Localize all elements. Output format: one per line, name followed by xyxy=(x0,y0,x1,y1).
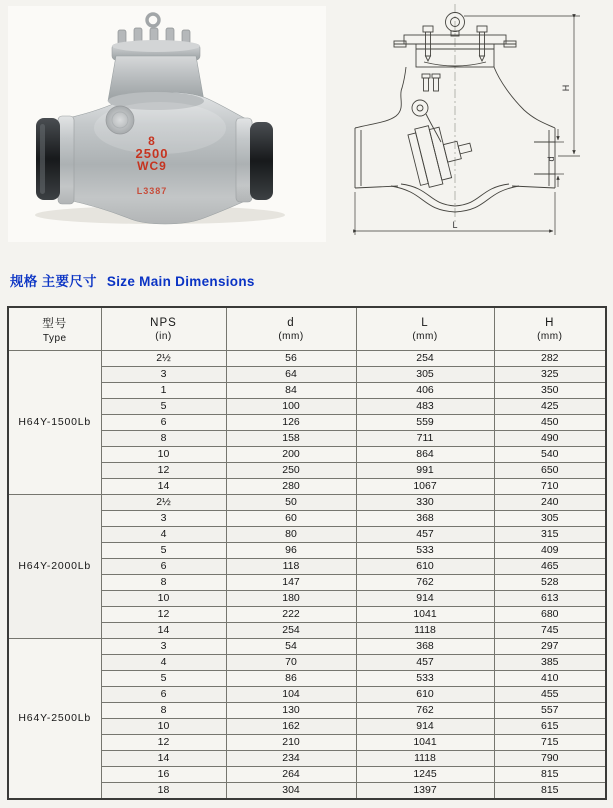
table-body xyxy=(8,351,606,800)
cell-nps: 16 xyxy=(101,767,226,783)
valve-photo xyxy=(8,6,326,242)
cell-d: 180 xyxy=(226,591,356,607)
table-row xyxy=(8,639,606,655)
cell-d: 70 xyxy=(226,655,356,671)
cell-nps: 6 xyxy=(101,559,226,575)
cell-d: 100 xyxy=(226,399,356,415)
cell-d: 147 xyxy=(226,575,356,591)
cell-d: 280 xyxy=(226,479,356,495)
cell-nps: 5 xyxy=(101,671,226,687)
valve-outline xyxy=(355,4,555,224)
cell-nps: 18 xyxy=(101,783,226,800)
cell-nps: 10 xyxy=(101,447,226,463)
column-header: d (mm) xyxy=(226,307,356,351)
cell-h: 528 xyxy=(494,575,606,591)
cell-l: 711 xyxy=(356,431,494,447)
cell-nps: 8 xyxy=(101,431,226,447)
cell-d: 222 xyxy=(226,607,356,623)
valve-drawing xyxy=(336,2,610,242)
table-row xyxy=(8,495,606,511)
cell-d: 158 xyxy=(226,431,356,447)
cell-h: 282 xyxy=(494,351,606,367)
cell-nps: 8 xyxy=(101,575,226,591)
cell-l: 762 xyxy=(356,703,494,719)
cell-d: 210 xyxy=(226,735,356,751)
cell-nps: 5 xyxy=(101,543,226,559)
cell-l: 1118 xyxy=(356,751,494,767)
cell-h: 613 xyxy=(494,591,606,607)
cell-l: 559 xyxy=(356,415,494,431)
stencil-serial: L3387 xyxy=(136,186,168,196)
cell-h: 745 xyxy=(494,623,606,639)
cell-nps: 3 xyxy=(101,639,226,655)
cell-h: 425 xyxy=(494,399,606,415)
column-header: L (mm) xyxy=(356,307,494,351)
section-heading-en: Size Main Dimensions xyxy=(106,274,255,289)
cell-nps: 12 xyxy=(101,607,226,623)
cell-h: 409 xyxy=(494,543,606,559)
cell-d: 250 xyxy=(226,463,356,479)
cell-nps: 6 xyxy=(101,415,226,431)
cell-l: 1041 xyxy=(356,607,494,623)
valve-drawing-graphic xyxy=(336,2,610,242)
cell-d: 50 xyxy=(226,495,356,511)
stencil-class: 2500 xyxy=(135,146,169,162)
section-heading-zh: 规格 主要尺寸 xyxy=(10,274,97,289)
dim-label-h: H xyxy=(561,84,571,92)
right-collar xyxy=(236,118,252,202)
cell-nps: 10 xyxy=(101,591,226,607)
cell-nps: 2½ xyxy=(101,351,226,367)
cell-l: 864 xyxy=(356,447,494,463)
cell-d: 254 xyxy=(226,623,356,639)
dimensions-table xyxy=(7,306,607,800)
cell-h: 350 xyxy=(494,383,606,399)
column-header: 型号 Type xyxy=(8,307,101,351)
cell-nps: 14 xyxy=(101,479,226,495)
cell-nps: 4 xyxy=(101,655,226,671)
cell-l: 457 xyxy=(356,655,494,671)
cell-d: 56 xyxy=(226,351,356,367)
column-header: NPS (in) xyxy=(101,307,226,351)
cell-l: 254 xyxy=(356,351,494,367)
section-heading xyxy=(10,270,255,290)
cell-l: 533 xyxy=(356,543,494,559)
cell-l: 610 xyxy=(356,687,494,703)
cell-d: 64 xyxy=(226,367,356,383)
stencil-markings xyxy=(104,135,200,173)
cell-nps: 5 xyxy=(101,399,226,415)
right-weld-end xyxy=(250,122,273,200)
cell-d: 84 xyxy=(226,383,356,399)
cell-l: 368 xyxy=(356,639,494,655)
cell-h: 325 xyxy=(494,367,606,383)
cell-d: 80 xyxy=(226,527,356,543)
cell-nps: 14 xyxy=(101,751,226,767)
cell-d: 126 xyxy=(226,415,356,431)
cell-nps: 1 xyxy=(101,383,226,399)
cell-l: 533 xyxy=(356,671,494,687)
cell-nps: 8 xyxy=(101,703,226,719)
cell-l: 483 xyxy=(356,399,494,415)
cell-h: 615 xyxy=(494,719,606,735)
cell-d: 60 xyxy=(226,511,356,527)
model-type-cell: H64Y-2000Lb xyxy=(8,495,101,639)
cell-l: 406 xyxy=(356,383,494,399)
cell-d: 96 xyxy=(226,543,356,559)
table-head xyxy=(8,307,606,351)
cell-h: 450 xyxy=(494,415,606,431)
cell-nps: 4 xyxy=(101,527,226,543)
cell-l: 457 xyxy=(356,527,494,543)
cell-nps: 10 xyxy=(101,719,226,735)
valve-photo-graphic xyxy=(8,6,326,242)
bonnet-cap-top xyxy=(112,40,200,52)
dim-label-l: L xyxy=(452,220,458,230)
model-type-cell: H64Y-2500Lb xyxy=(8,639,101,800)
column-header: H (mm) xyxy=(494,307,606,351)
cell-d: 304 xyxy=(226,783,356,800)
cell-l: 762 xyxy=(356,575,494,591)
cell-nps: 2½ xyxy=(101,495,226,511)
cell-h: 790 xyxy=(494,751,606,767)
cell-d: 54 xyxy=(226,639,356,655)
cell-l: 1067 xyxy=(356,479,494,495)
left-weld-highlight xyxy=(40,124,45,194)
cell-d: 264 xyxy=(226,767,356,783)
cell-h: 490 xyxy=(494,431,606,447)
body-boss xyxy=(106,106,134,134)
cell-l: 914 xyxy=(356,591,494,607)
stencil-material: WC9 xyxy=(137,159,167,174)
lifting-eye xyxy=(147,14,159,26)
cell-h: 385 xyxy=(494,655,606,671)
cell-d: 104 xyxy=(226,687,356,703)
cell-h: 557 xyxy=(494,703,606,719)
cell-h: 815 xyxy=(494,783,606,800)
dim-label-d: d xyxy=(546,156,556,162)
cell-nps: 12 xyxy=(101,463,226,479)
left-weld-end xyxy=(36,118,60,200)
table-row xyxy=(8,351,606,367)
cell-h: 680 xyxy=(494,607,606,623)
stencil-size: 8 xyxy=(148,134,156,148)
cell-h: 240 xyxy=(494,495,606,511)
cell-nps: 3 xyxy=(101,367,226,383)
cell-l: 1118 xyxy=(356,623,494,639)
cell-d: 130 xyxy=(226,703,356,719)
cell-h: 715 xyxy=(494,735,606,751)
cell-l: 1245 xyxy=(356,767,494,783)
cell-h: 410 xyxy=(494,671,606,687)
cell-l: 1397 xyxy=(356,783,494,800)
cell-h: 455 xyxy=(494,687,606,703)
cell-l: 1041 xyxy=(356,735,494,751)
cell-h: 650 xyxy=(494,463,606,479)
cell-h: 815 xyxy=(494,767,606,783)
cell-l: 368 xyxy=(356,511,494,527)
cell-l: 330 xyxy=(356,495,494,511)
cell-nps: 3 xyxy=(101,511,226,527)
cell-d: 162 xyxy=(226,719,356,735)
cell-nps: 14 xyxy=(101,623,226,639)
cell-d: 118 xyxy=(226,559,356,575)
cell-l: 610 xyxy=(356,559,494,575)
model-type-cell: H64Y-1500Lb xyxy=(8,351,101,495)
cell-d: 86 xyxy=(226,671,356,687)
cell-h: 297 xyxy=(494,639,606,655)
cell-h: 540 xyxy=(494,447,606,463)
left-collar xyxy=(58,116,74,204)
cell-h: 710 xyxy=(494,479,606,495)
cell-l: 305 xyxy=(356,367,494,383)
cell-nps: 12 xyxy=(101,735,226,751)
cell-d: 200 xyxy=(226,447,356,463)
cell-h: 315 xyxy=(494,527,606,543)
cell-h: 305 xyxy=(494,511,606,527)
cell-l: 991 xyxy=(356,463,494,479)
cell-h: 465 xyxy=(494,559,606,575)
cell-l: 914 xyxy=(356,719,494,735)
cell-nps: 6 xyxy=(101,687,226,703)
cell-d: 234 xyxy=(226,751,356,767)
